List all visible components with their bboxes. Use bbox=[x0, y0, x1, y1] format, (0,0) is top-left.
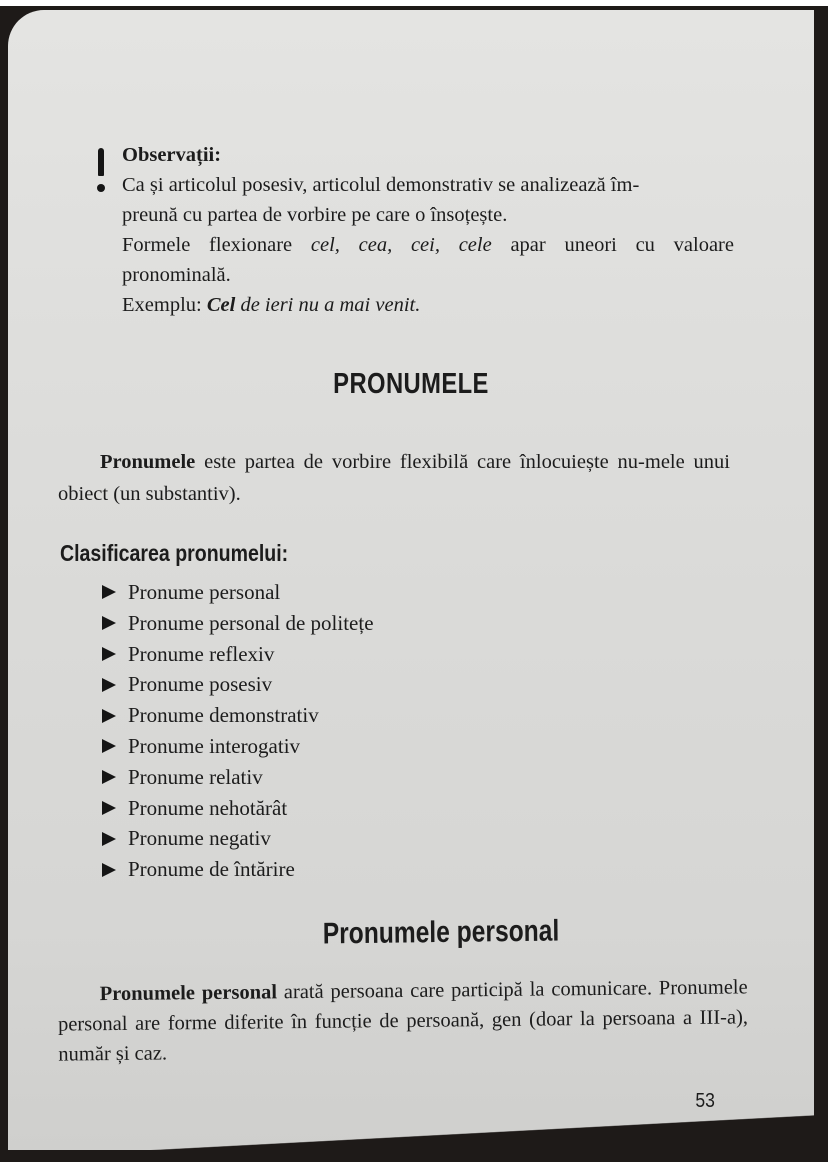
list-item: Pronume demonstrativ bbox=[102, 700, 374, 731]
list-item: Pronume posesiv bbox=[102, 669, 374, 700]
triangle-bullet-icon bbox=[102, 616, 116, 630]
definition-text: este partea de vorbire flexibilă care înlocuiește nu-mele unui obiect (un substantiv). bbox=[58, 451, 730, 505]
section-title: Pronumele personal bbox=[322, 914, 560, 951]
list-item: Pronume nehotărât bbox=[102, 793, 374, 824]
observation-line: Formele flexionare cel, cea, cei, cele apar uneori cu valoare bbox=[122, 234, 734, 256]
observation-line: Ca și articolul posesiv, articolul demonstrativ se analizează îm- bbox=[122, 174, 640, 196]
observation-line: pronominală. bbox=[122, 264, 231, 286]
list-item: Pronume negativ bbox=[102, 823, 374, 854]
triangle-bullet-icon bbox=[102, 647, 116, 661]
definition-paragraph bbox=[58, 446, 730, 510]
triangle-bullet-icon bbox=[102, 770, 116, 784]
observation-line: preună cu partea de vorbire pe care o însoțește. bbox=[122, 204, 508, 226]
book-page bbox=[8, 10, 814, 1150]
list-item: Pronume interogativ bbox=[102, 731, 374, 762]
section-text: arată persoana care participă la comunicare. Pronumele personal are forme diferite în funcție de persoană, gen (doar la persoana a III-a), număr și caz. bbox=[57, 976, 749, 1066]
list-item: Pronume relativ bbox=[102, 762, 374, 793]
section-term: Pronumele personal bbox=[99, 981, 278, 1006]
triangle-bullet-icon bbox=[102, 678, 116, 692]
triangle-bullet-icon bbox=[102, 832, 116, 846]
classification-title: Clasificarea pronumelui: bbox=[60, 540, 289, 566]
definition-term: Pronumele bbox=[100, 451, 196, 473]
exclamation-icon bbox=[94, 148, 108, 198]
flexional-forms: cel, cea, cei, cele bbox=[310, 234, 492, 256]
list-item: Pronume reflexiv bbox=[102, 639, 374, 670]
triangle-bullet-icon bbox=[102, 709, 116, 723]
page-number: 53 bbox=[695, 1090, 715, 1112]
list-item: Pronume personal de politețe bbox=[102, 608, 374, 639]
triangle-bullet-icon bbox=[102, 801, 116, 815]
observations-block bbox=[94, 140, 734, 320]
list-item: Pronume de întărire bbox=[102, 854, 374, 885]
chapter-title: PRONUMELE bbox=[333, 368, 489, 400]
section-paragraph bbox=[58, 972, 749, 1069]
triangle-bullet-icon bbox=[102, 863, 116, 877]
example-line: Exemplu: Cel de ieri nu a mai venit. bbox=[122, 294, 421, 316]
classification-list bbox=[102, 577, 374, 885]
observations-title: Observații: bbox=[122, 144, 222, 166]
triangle-bullet-icon bbox=[102, 585, 116, 599]
triangle-bullet-icon bbox=[102, 739, 116, 753]
list-item: Pronume personal bbox=[102, 577, 374, 608]
